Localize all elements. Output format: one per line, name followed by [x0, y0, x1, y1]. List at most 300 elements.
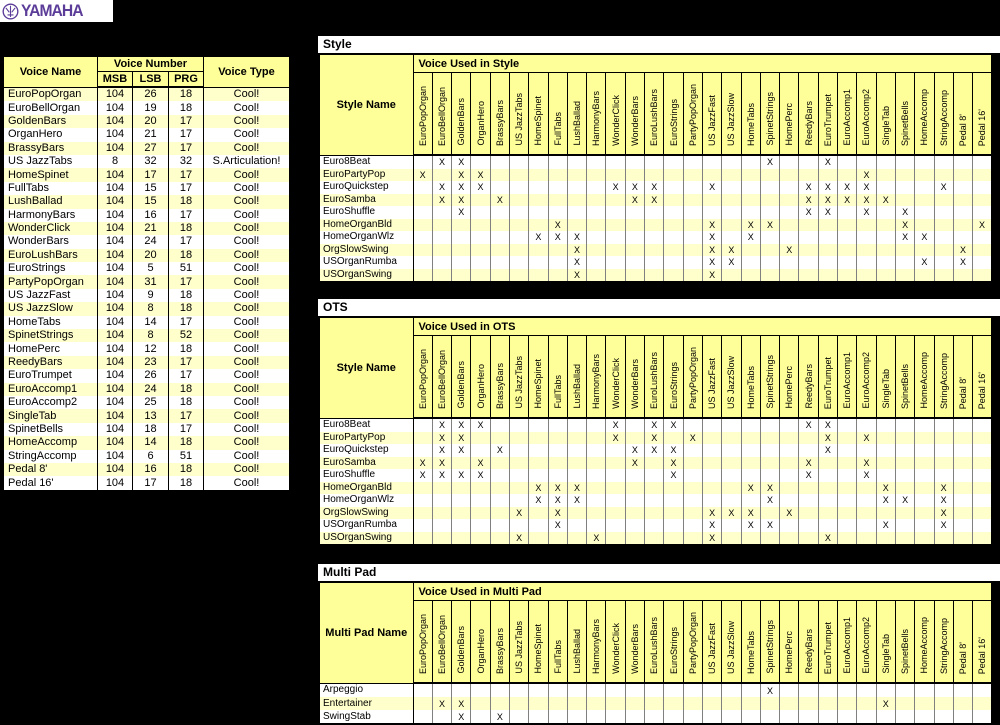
- voice-type-cell: Cool!: [204, 115, 291, 128]
- mark-cell-reedybars: X: [799, 206, 818, 219]
- mark-cell-singletab: [876, 181, 895, 194]
- column-header-label-homeperc: HomePerc: [784, 103, 795, 146]
- mark-cell-us-jazztabs: X: [509, 507, 528, 520]
- mark-cell-wonderbars: X: [625, 444, 644, 457]
- style-row-euroshuffle: [319, 206, 992, 219]
- mark-cell-europoporgan: [413, 219, 432, 232]
- mark-cell-pedal-8: [953, 494, 972, 507]
- voice-row-partypoporgan: [3, 275, 290, 288]
- mark-cell-wonderclick: [606, 457, 625, 470]
- mark-cell-europoporgan: [413, 507, 432, 520]
- mark-cell-goldenbars: X: [452, 194, 471, 207]
- mark-cell-wonderclick: [606, 231, 625, 244]
- mark-cell-pedal-8: [953, 482, 972, 495]
- mark-cell-euroaccomp1: [838, 710, 857, 724]
- voice-msb-cell: 104: [98, 101, 133, 114]
- column-header-eurotrumpet: [818, 336, 837, 419]
- mark-cell-us-jazztabs: [509, 469, 528, 482]
- mark-cell-goldenbars: [452, 244, 471, 257]
- mark-cell-pedal-8: [953, 418, 972, 432]
- voice-msb-cell: 104: [98, 222, 133, 235]
- mark-cell-us-jazzfast: [702, 194, 721, 207]
- mark-cell-europoporgan: [413, 418, 432, 432]
- mark-cell-lushballad: [567, 206, 586, 219]
- column-header-goldenbars: [452, 601, 471, 684]
- column-header-eurostrings: [664, 601, 683, 684]
- mark-cell-goldenbars: X: [452, 169, 471, 182]
- mark-cell-spinetbells: X: [895, 206, 914, 219]
- mark-cell-us-jazztabs: [509, 269, 528, 283]
- mark-cell-hometabs: [741, 269, 760, 283]
- mark-cell-organhero: X: [471, 418, 490, 432]
- voice-prg-cell: 17: [169, 128, 204, 141]
- mark-cell-lushballad: [567, 710, 586, 724]
- voice-msb-cell: 104: [98, 329, 133, 342]
- voice-name-cell: EuroLushBars: [3, 249, 98, 262]
- mark-cell-homeperc: [780, 532, 799, 546]
- mark-cell-us-jazzfast: X: [702, 244, 721, 257]
- column-header-label-eurolushbars: EuroLushBars: [649, 88, 660, 146]
- column-header-label-lushballad: LushBallad: [572, 101, 583, 146]
- mark-cell-us-jazztabs: X: [509, 532, 528, 546]
- ots-row-homeorganwlz: [319, 494, 992, 507]
- mark-cell-homespinet: [529, 244, 548, 257]
- msb-header: MSB: [98, 72, 133, 88]
- mark-cell-eurotrumpet: [818, 683, 837, 697]
- voice-type-cell: Cool!: [204, 316, 291, 329]
- mark-cell-stringaccomp: X: [934, 494, 953, 507]
- mark-cell-homeperc: [780, 444, 799, 457]
- voice-name-cell: US JazzTabs: [3, 155, 98, 168]
- mark-cell-hometabs: [741, 457, 760, 470]
- row-label-cell: HomeOrganBld: [319, 219, 413, 232]
- column-header-goldenbars: [452, 73, 471, 156]
- column-header-label-brassybars: BrassyBars: [494, 362, 505, 409]
- mark-cell-eurostrings: X: [664, 457, 683, 470]
- mark-cell-stringaccomp: [934, 206, 953, 219]
- column-header-wonderclick: [606, 336, 625, 419]
- mark-cell-homeaccomp: [915, 532, 934, 546]
- mark-cell-homespinet: [529, 532, 548, 546]
- mark-cell-stringaccomp: X: [934, 181, 953, 194]
- mark-cell-fulltabs: [548, 683, 567, 697]
- mark-cell-reedybars: [799, 482, 818, 495]
- mark-cell-euroaccomp2: [857, 532, 876, 546]
- voice-lsb-cell: 31: [133, 275, 169, 288]
- mark-cell-homeaccomp: [915, 444, 934, 457]
- column-header-label-brassybars: BrassyBars: [494, 99, 505, 146]
- mark-cell-us-jazzfast: X: [702, 507, 721, 520]
- row-label-cell: EuroSamba: [319, 457, 413, 470]
- mark-cell-homeaccomp: [915, 507, 934, 520]
- row-label-cell: EuroQuickstep: [319, 181, 413, 194]
- mark-cell-homeperc: [780, 206, 799, 219]
- mark-cell-brassybars: [490, 697, 509, 710]
- style-row-usorganswing: [319, 269, 992, 283]
- mark-cell-euroaccomp2: X: [857, 181, 876, 194]
- mark-cell-homeaccomp: [915, 418, 934, 432]
- column-header-eurotrumpet: [818, 601, 837, 684]
- column-header-wonderbars: [625, 601, 644, 684]
- mark-cell-us-jazzslow: [722, 231, 741, 244]
- mark-cell-partypoporgan: [683, 219, 702, 232]
- mark-cell-us-jazzfast: X: [702, 181, 721, 194]
- mark-cell-singletab: [876, 532, 895, 546]
- mark-cell-partypoporgan: [683, 482, 702, 495]
- column-header-label-reedybars: ReedyBars: [803, 629, 814, 674]
- voice-type-cell: Cool!: [204, 168, 291, 181]
- mark-cell-stringaccomp: [934, 256, 953, 269]
- mark-cell-stringaccomp: X: [934, 519, 953, 532]
- mark-cell-spinetbells: [895, 194, 914, 207]
- mark-cell-wonderclick: [606, 507, 625, 520]
- mark-cell-singletab: [876, 444, 895, 457]
- mark-cell-organhero: [471, 507, 490, 520]
- voice-name-cell: LushBallad: [3, 195, 98, 208]
- column-header-label-homespinet: HomeSpinet: [533, 359, 544, 409]
- voice-lsb-cell: 20: [133, 249, 169, 262]
- mark-cell-eurotrumpet: [818, 697, 837, 710]
- voice-msb-cell: 104: [98, 450, 133, 463]
- mark-cell-brassybars: [490, 206, 509, 219]
- column-header-label-fulltabs: FullTabs: [552, 375, 563, 409]
- mark-cell-eurostrings: [664, 697, 683, 710]
- mark-cell-eurotrumpet: X: [818, 532, 837, 546]
- mark-cell-brassybars: [490, 494, 509, 507]
- mark-cell-us-jazzfast: [702, 418, 721, 432]
- column-header-label-stringaccomp: StringAccomp: [938, 89, 949, 146]
- mark-cell-brassybars: [490, 169, 509, 182]
- mark-cell-organhero: [471, 256, 490, 269]
- mark-cell-us-jazzfast: [702, 457, 721, 470]
- mark-cell-eurotrumpet: X: [818, 206, 837, 219]
- voice-name-cell: EuroAccomp1: [3, 383, 98, 396]
- mark-cell-stringaccomp: [934, 244, 953, 257]
- style-matrix-table: [318, 53, 993, 283]
- column-header-label-stringaccomp: StringAccomp: [938, 352, 949, 409]
- mark-cell-harmonybars: [587, 418, 606, 432]
- voice-prg-cell: 18: [169, 383, 204, 396]
- mark-cell-wonderclick: [606, 194, 625, 207]
- voice-number-header: Voice Number: [98, 56, 204, 72]
- mark-cell-spinetbells: [895, 444, 914, 457]
- mark-cell-spinetstrings: [760, 432, 779, 445]
- mark-cell-singletab: [876, 244, 895, 257]
- column-header-europoporgan: [413, 73, 432, 156]
- mark-cell-brassybars: [490, 469, 509, 482]
- column-header-label-pedal-16: Pedal 16': [977, 636, 987, 674]
- voice-msb-cell: 104: [98, 115, 133, 128]
- mark-cell-europoporgan: [413, 181, 432, 194]
- mark-cell-homespinet: [529, 710, 548, 724]
- voice-lsb-cell: 12: [133, 342, 169, 355]
- mark-cell-partypoporgan: [683, 269, 702, 283]
- multi-pad-row-header: Multi Pad Name: [319, 582, 413, 683]
- voice-name-cell: BrassyBars: [3, 142, 98, 155]
- mark-cell-harmonybars: [587, 519, 606, 532]
- mark-cell-goldenbars: [452, 519, 471, 532]
- mark-cell-pedal-8: [953, 155, 972, 169]
- voice-msb-cell: 104: [98, 436, 133, 449]
- mark-cell-harmonybars: [587, 710, 606, 724]
- column-header-label-pedal-16: Pedal 16': [977, 371, 987, 409]
- mark-cell-euroaccomp1: [838, 697, 857, 710]
- column-header-label-euroaccomp2: EuroAccomp2: [861, 352, 872, 409]
- column-header-label-homeaccomp: HomeAccomp: [919, 89, 930, 146]
- voice-lsb-cell: 23: [133, 356, 169, 369]
- mark-cell-fulltabs: [548, 269, 567, 283]
- column-header-label-eurotrumpet: EuroTrumpet: [822, 621, 833, 674]
- voice-msb-cell: 104: [98, 409, 133, 422]
- voice-prg-cell: 17: [169, 356, 204, 369]
- column-header-eurolushbars: [645, 601, 664, 684]
- mark-cell-partypoporgan: [683, 194, 702, 207]
- mark-cell-euroaccomp1: [838, 418, 857, 432]
- mark-cell-us-jazztabs: [509, 155, 528, 169]
- mark-cell-lushballad: X: [567, 494, 586, 507]
- mark-cell-partypoporgan: [683, 507, 702, 520]
- mark-cell-euroaccomp2: [857, 231, 876, 244]
- column-header-label-harmonybars: HarmonyBars: [591, 90, 602, 146]
- mark-cell-wonderbars: [625, 169, 644, 182]
- mark-cell-pedal-8: X: [953, 244, 972, 257]
- mark-cell-singletab: [876, 469, 895, 482]
- ots-row-euroquickstep: [319, 444, 992, 457]
- mark-cell-hometabs: [741, 244, 760, 257]
- mark-cell-eurostrings: [664, 169, 683, 182]
- mark-cell-homeaccomp: [915, 519, 934, 532]
- column-header-fulltabs: [548, 336, 567, 419]
- column-header-lushballad: [567, 601, 586, 684]
- column-header-label-spinetstrings: SpinetStrings: [764, 620, 775, 674]
- mark-cell-reedybars: [799, 269, 818, 283]
- mark-cell-euroaccomp2: X: [857, 194, 876, 207]
- mark-cell-euroaccomp2: [857, 482, 876, 495]
- mark-cell-us-jazzslow: X: [722, 256, 741, 269]
- mark-cell-goldenbars: X: [452, 697, 471, 710]
- mark-cell-homespinet: [529, 194, 548, 207]
- voice-row-spinetstrings: [3, 329, 290, 342]
- mark-cell-singletab: [876, 155, 895, 169]
- mark-cell-us-jazztabs: [509, 181, 528, 194]
- voice-lsb-cell: 24: [133, 383, 169, 396]
- voice-msb-cell: 104: [98, 235, 133, 248]
- mark-cell-goldenbars: [452, 507, 471, 520]
- mark-cell-euroaccomp1: [838, 256, 857, 269]
- voice-row-us-jazzslow: [3, 302, 290, 315]
- mark-cell-euroaccomp1: [838, 219, 857, 232]
- ots-section-title: [318, 299, 1000, 316]
- mark-cell-us-jazztabs: [509, 169, 528, 182]
- voice-name-cell: Pedal 8': [3, 463, 98, 476]
- mark-cell-homeaccomp: [915, 469, 934, 482]
- column-header-brassybars: [490, 601, 509, 684]
- mark-cell-harmonybars: [587, 507, 606, 520]
- voice-prg-cell: 18: [169, 476, 204, 490]
- mark-cell-wonderbars: [625, 432, 644, 445]
- voice-name-cell: HomeTabs: [3, 316, 98, 329]
- mark-cell-us-jazzfast: X: [702, 532, 721, 546]
- column-header-singletab: [876, 336, 895, 419]
- column-header-spinetstrings: [760, 336, 779, 419]
- mark-cell-harmonybars: [587, 155, 606, 169]
- mark-cell-goldenbars: [452, 532, 471, 546]
- mark-cell-homeperc: [780, 432, 799, 445]
- mark-cell-brassybars: [490, 418, 509, 432]
- mark-cell-eurolushbars: [645, 469, 664, 482]
- mark-cell-eurolushbars: [645, 155, 664, 169]
- mark-cell-hometabs: X: [741, 219, 760, 232]
- voice-row-goldenbars: [3, 115, 290, 128]
- mark-cell-partypoporgan: [683, 418, 702, 432]
- mark-cell-eurobellorgan: X: [432, 469, 451, 482]
- mark-cell-homeperc: [780, 418, 799, 432]
- voice-lsb-cell: 8: [133, 329, 169, 342]
- mark-cell-us-jazzslow: [722, 683, 741, 697]
- mark-cell-brassybars: [490, 683, 509, 697]
- mark-cell-eurobellorgan: [432, 519, 451, 532]
- column-header-label-harmonybars: HarmonyBars: [591, 618, 602, 674]
- mark-cell-homespinet: [529, 155, 548, 169]
- style-row-eurosamba: [319, 194, 992, 207]
- mark-cell-spinetstrings: [760, 697, 779, 710]
- column-header-homeaccomp: [915, 336, 934, 419]
- mark-cell-singletab: [876, 418, 895, 432]
- mark-cell-lushballad: [567, 181, 586, 194]
- mark-cell-us-jazzslow: X: [722, 507, 741, 520]
- mark-cell-organhero: [471, 683, 490, 697]
- mark-cell-eurostrings: X: [664, 469, 683, 482]
- voice-lsb-cell: 16: [133, 209, 169, 222]
- column-header-label-homespinet: HomeSpinet: [533, 96, 544, 146]
- mark-cell-us-jazzfast: [702, 206, 721, 219]
- voice-type-cell: Cool!: [204, 369, 291, 382]
- mark-cell-homespinet: [529, 519, 548, 532]
- column-header-wonderbars: [625, 73, 644, 156]
- mark-cell-homeperc: [780, 519, 799, 532]
- column-header-label-pedal-8: Pedal 8': [957, 641, 968, 674]
- mark-cell-eurolushbars: [645, 231, 664, 244]
- mark-cell-fulltabs: [548, 532, 567, 546]
- mark-cell-eurolushbars: [645, 269, 664, 283]
- voice-prg-cell: 17: [169, 369, 204, 382]
- mark-cell-reedybars: [799, 444, 818, 457]
- mark-cell-hometabs: [741, 432, 760, 445]
- voice-type-cell: Cool!: [204, 262, 291, 275]
- mark-cell-europoporgan: [413, 519, 432, 532]
- voice-prg-cell: 51: [169, 450, 204, 463]
- mark-cell-goldenbars: X: [452, 710, 471, 724]
- voice-prg-cell: 18: [169, 195, 204, 208]
- mark-cell-us-jazzslow: [722, 494, 741, 507]
- mark-cell-eurolushbars: [645, 219, 664, 232]
- mark-cell-pedal-16: [973, 169, 992, 182]
- mark-cell-pedal-8: [953, 269, 972, 283]
- multi-pad-span-header: Voice Used in Multi Pad: [413, 582, 992, 601]
- voice-type-cell: Cool!: [204, 142, 291, 155]
- mark-cell-partypoporgan: [683, 155, 702, 169]
- mark-cell-wonderbars: [625, 244, 644, 257]
- mark-cell-partypoporgan: [683, 231, 702, 244]
- yamaha-tuning-fork-icon: [2, 3, 19, 20]
- mark-cell-stringaccomp: [934, 269, 953, 283]
- column-header-label-us-jazztabs: US JazzTabs: [514, 621, 525, 674]
- mark-cell-brassybars: [490, 181, 509, 194]
- mark-cell-spinetbells: [895, 482, 914, 495]
- column-header-label-wonderclick: WonderClick: [610, 95, 621, 146]
- mark-cell-pedal-16: [973, 244, 992, 257]
- voice-lsb-cell: 9: [133, 289, 169, 302]
- mark-cell-fulltabs: [548, 256, 567, 269]
- mark-cell-lushballad: [567, 418, 586, 432]
- mark-cell-homespinet: [529, 169, 548, 182]
- mark-cell-stringaccomp: [934, 532, 953, 546]
- mark-cell-singletab: [876, 269, 895, 283]
- mark-cell-singletab: [876, 683, 895, 697]
- voice-row-brassybars: [3, 142, 290, 155]
- voice-prg-cell: 17: [169, 316, 204, 329]
- voice-row-wonderclick: [3, 222, 290, 235]
- voice-type-cell: Cool!: [204, 302, 291, 315]
- column-header-label-us-jazztabs: US JazzTabs: [514, 93, 525, 146]
- style-row-orgslowswing: [319, 244, 992, 257]
- mark-cell-homeperc: X: [780, 244, 799, 257]
- mark-cell-euroaccomp1: [838, 683, 857, 697]
- mark-cell-euroaccomp1: [838, 169, 857, 182]
- mark-cell-spinetbells: [895, 469, 914, 482]
- mark-cell-euroaccomp2: [857, 519, 876, 532]
- mark-cell-harmonybars: [587, 269, 606, 283]
- mark-cell-us-jazzfast: X: [702, 256, 721, 269]
- mark-cell-spinetbells: X: [895, 231, 914, 244]
- mark-cell-harmonybars: [587, 444, 606, 457]
- column-header-spinetstrings: [760, 601, 779, 684]
- mark-cell-pedal-8: [953, 519, 972, 532]
- column-header-eurotrumpet: [818, 73, 837, 156]
- voice-prg-cell: 18: [169, 87, 204, 101]
- mark-cell-us-jazztabs: [509, 710, 528, 724]
- mark-cell-pedal-8: [953, 697, 972, 710]
- mark-cell-pedal-16: [973, 683, 992, 697]
- mark-cell-eurostrings: [664, 710, 683, 724]
- mark-cell-us-jazzfast: [702, 710, 721, 724]
- column-header-euroaccomp1: [838, 73, 857, 156]
- mark-cell-organhero: X: [471, 169, 490, 182]
- mark-cell-euroaccomp1: [838, 519, 857, 532]
- column-header-stringaccomp: [934, 73, 953, 156]
- column-header-pedal-8: [953, 73, 972, 156]
- mark-cell-pedal-8: [953, 457, 972, 470]
- mark-cell-homeperc: [780, 697, 799, 710]
- voice-row-eurobellorgan: [3, 101, 290, 114]
- mark-cell-goldenbars: X: [452, 181, 471, 194]
- voice-type-cell: Cool!: [204, 235, 291, 248]
- mark-cell-fulltabs: [548, 181, 567, 194]
- style-row-europartypop: [319, 169, 992, 182]
- column-header-pedal-16: [973, 73, 992, 156]
- mark-cell-organhero: [471, 697, 490, 710]
- mark-cell-brassybars: [490, 507, 509, 520]
- ots-row-usorganswing: [319, 532, 992, 546]
- mark-cell-stringaccomp: [934, 457, 953, 470]
- mark-cell-wonderbars: X: [625, 181, 644, 194]
- mark-cell-goldenbars: X: [452, 469, 471, 482]
- column-header-homespinet: [529, 336, 548, 419]
- mark-cell-reedybars: X: [799, 418, 818, 432]
- voice-name-cell: Pedal 16': [3, 476, 98, 490]
- mark-cell-spinetstrings: X: [760, 519, 779, 532]
- row-label-cell: HomeOrganWlz: [319, 494, 413, 507]
